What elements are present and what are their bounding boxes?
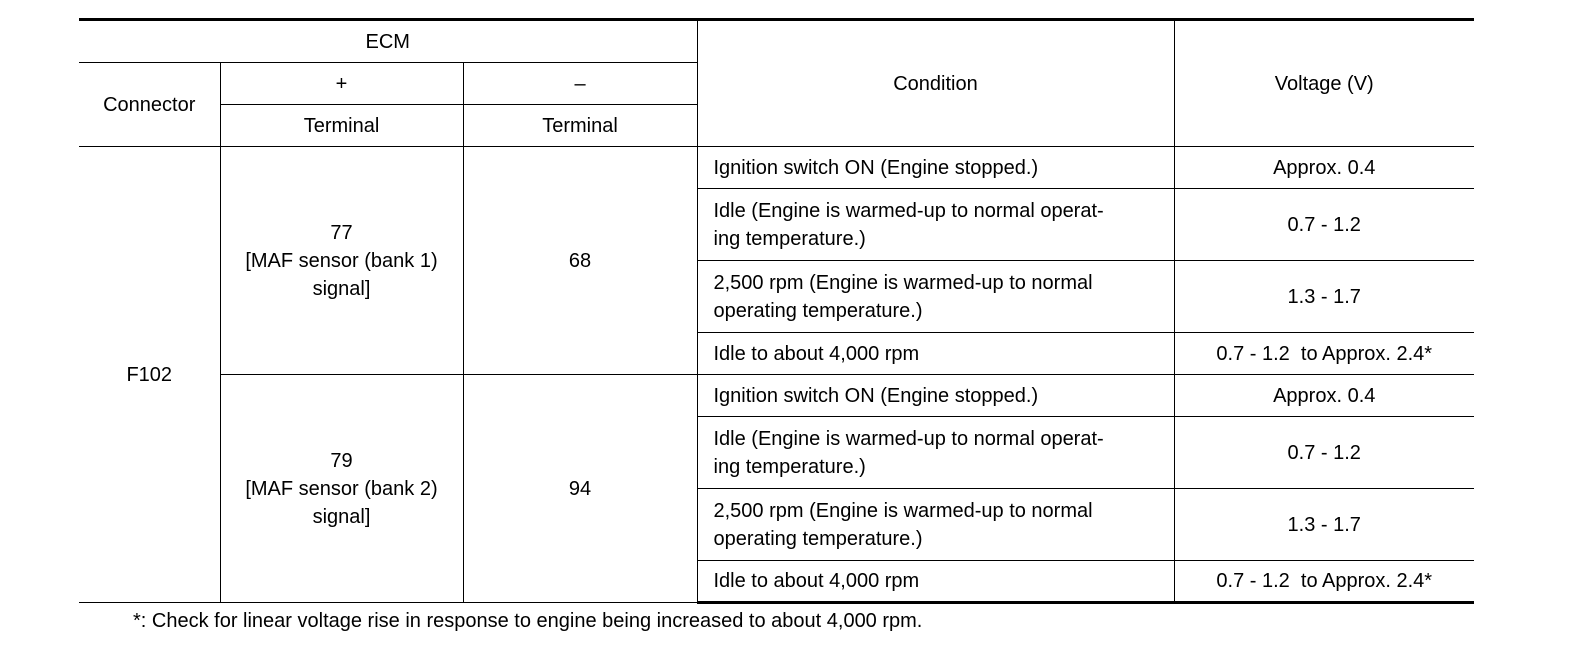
voltage-header: Voltage (V) <box>1174 20 1474 147</box>
ecm-header: ECM <box>79 20 697 63</box>
condition-cell: Idle to about 4,000 rpm <box>697 333 1174 375</box>
condition-cell: 2,500 rpm (Engine is warmed-up to normal operating temperature.) <box>697 489 1174 561</box>
plus-terminal-cell <box>220 147 463 375</box>
condition-cell: Idle to about 4,000 rpm <box>697 561 1174 603</box>
plus-terminal-cell <box>220 375 463 603</box>
terminal-description: signal] <box>312 277 371 300</box>
footnote: *: Check for linear voltage rise in response to engine being increased to about 4,000 rpm. <box>133 610 923 632</box>
voltage-cell: 1.3 - 1.7 <box>1174 261 1474 333</box>
terminal-description: signal] <box>312 505 371 528</box>
plus-header: + <box>220 63 463 105</box>
condition-cell: Ignition switch ON (Engine stopped.) <box>697 375 1174 417</box>
minus-header: – <box>463 63 697 105</box>
voltage-cell: 0.7 - 1.2 <box>1174 417 1474 489</box>
voltage-cell: 0.7 - 1.2 to Approx. 2.4* <box>1174 561 1474 603</box>
connector-cell: F102 <box>79 147 220 603</box>
terminal-number: 79 <box>330 449 353 472</box>
terminal-number: 77 <box>330 221 353 244</box>
minus-terminal-cell: 68 <box>463 147 697 375</box>
terminal-description: [MAF sensor (bank 2) <box>245 477 438 500</box>
condition-header: Condition <box>697 20 1174 147</box>
ecm-terminal-table <box>79 18 1474 604</box>
voltage-cell: Approx. 0.4 <box>1174 147 1474 189</box>
condition-cell: 2,500 rpm (Engine is warmed-up to normal operating temperature.) <box>697 261 1174 333</box>
condition-cell: Ignition switch ON (Engine stopped.) <box>697 147 1174 189</box>
minus-terminal-cell: 94 <box>463 375 697 603</box>
terminal-description: [MAF sensor (bank 1) <box>245 249 438 272</box>
voltage-cell: 1.3 - 1.7 <box>1174 489 1474 561</box>
voltage-cell: Approx. 0.4 <box>1174 375 1474 417</box>
voltage-cell: 0.7 - 1.2 to Approx. 2.4* <box>1174 333 1474 375</box>
minus-terminal-header: Terminal <box>463 105 697 147</box>
condition-cell: Idle (Engine is warmed-up to normal operat- ing temperature.) <box>697 189 1174 261</box>
voltage-cell: 0.7 - 1.2 <box>1174 189 1474 261</box>
plus-terminal-header: Terminal <box>220 105 463 147</box>
condition-cell: Idle (Engine is warmed-up to normal operat- ing temperature.) <box>697 417 1174 489</box>
connector-header: Connector <box>79 63 220 147</box>
